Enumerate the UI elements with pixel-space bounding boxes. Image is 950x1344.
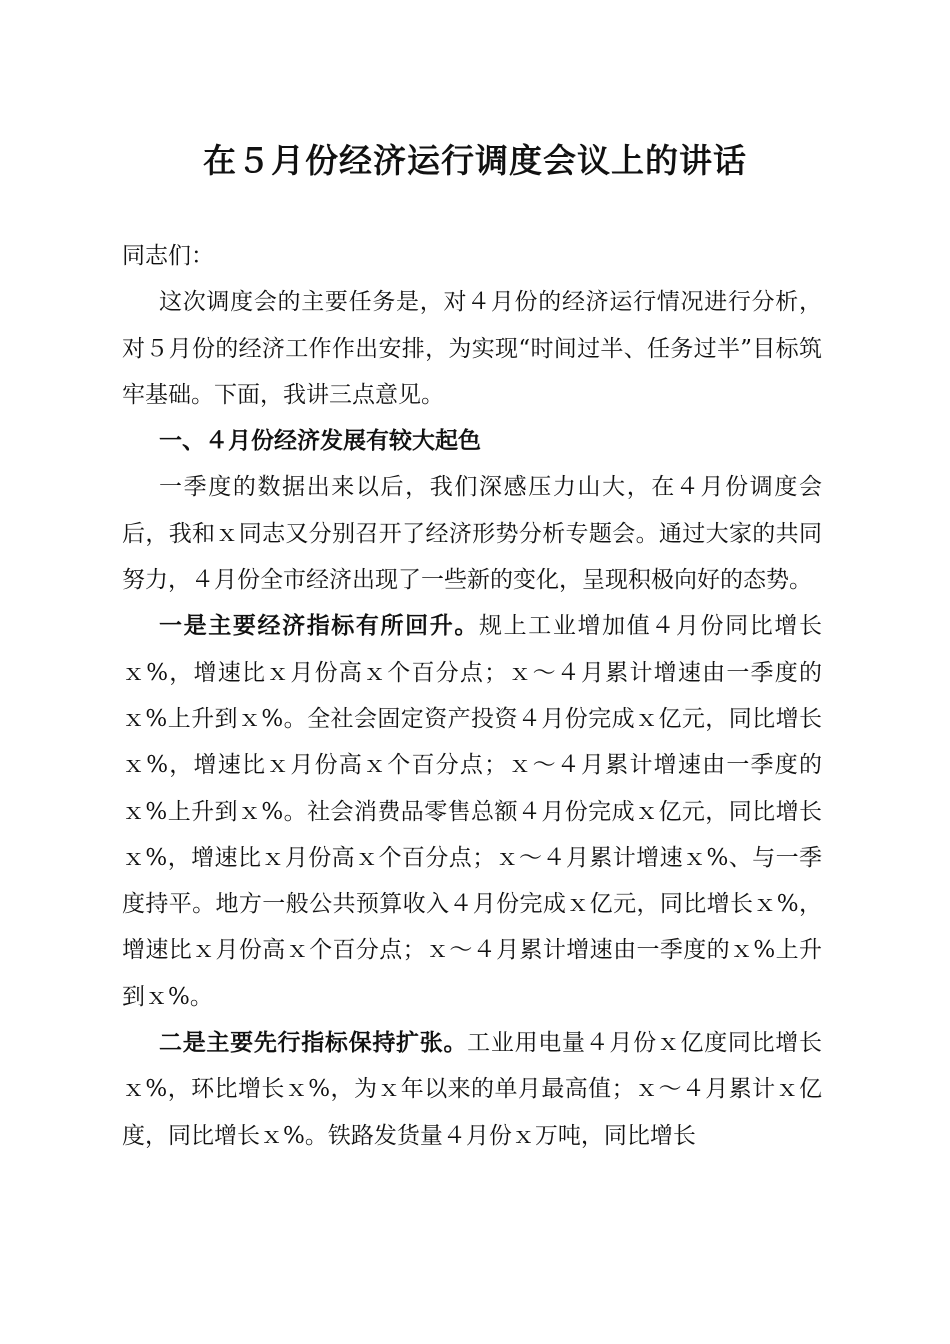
document-title: 在５月份经济运行调度会议上的讲话 — [203, 141, 747, 180]
point-lead-1: 一是主要经济指标有所回升。 — [159, 612, 479, 640]
point-paragraph-2 — [122, 1020, 822, 1159]
salutation: 同志们： — [122, 243, 214, 269]
point-lead-2: 二是主要先行指标保持扩张。 — [159, 1029, 468, 1057]
section-heading: 一、４月份经济发展有较大起色 — [159, 428, 481, 455]
point-text-2: 工业用电量４月份ｘ亿度同比增长ｘ%，环比增长ｘ%，为ｘ年以来的单月最高值；ｘ～４月累计ｘ亿度，同比增长ｘ%。铁路发货量４月份ｘ万吨，同比增长 — [122, 1030, 823, 1149]
point-text-1: 规上工业增加值４月份同比增长ｘ%，增速比ｘ月份高ｘ个百分点；ｘ～４月累计增速由一季度的ｘ%上升到ｘ%。全社会固定资产投资４月份完成ｘ亿元，同比增长ｘ%，增速比ｘ月份高ｘ个百分点；ｘ～４月累计增速由一季度的ｘ%上升到ｘ%。社会消费品零售总额４月份完成ｘ亿元，同比增长ｘ%，增速比ｘ月份高ｘ个百分点；ｘ～４月累计增速ｘ%、与一季度持平。地方一般公共预算收入４月份完成ｘ亿元，同比增长ｘ%，增速比ｘ月份高ｘ个百分点；ｘ～４月累计增速由一季度的ｘ%上升到ｘ%。 — [122, 613, 823, 1010]
section-paragraph: 一季度的数据出来以后，我们深感压力山大，在４月份调度会后，我和ｘ同志又分别召开了经济形势分析专题会。通过大家的共同努力，４月份全市经济出现了一些新的变化，呈现积极向好的态势。 — [122, 474, 822, 594]
point-paragraph-1 — [122, 603, 822, 1020]
intro-paragraph: 这次调度会的主要任务是，对４月份的经济运行情况进行分析，对５月份的经济工作作出安排，为实现“时间过半、任务过半”目标筑牢基础。下面，我讲三点意见。 — [122, 289, 822, 408]
document-body — [122, 233, 822, 1159]
